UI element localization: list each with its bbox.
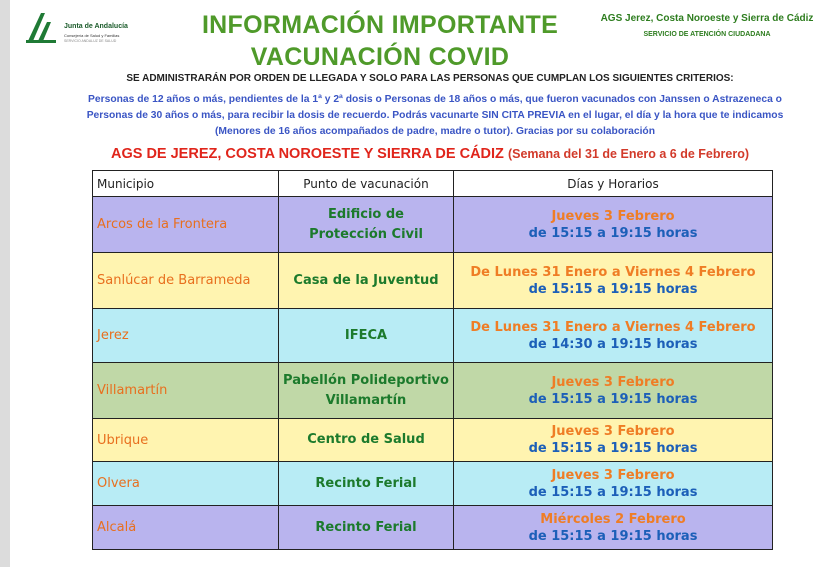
punto-line1: Recinto Ferial (315, 475, 417, 491)
table-header-row (93, 171, 773, 197)
municipio-cell: Ubrique (93, 419, 279, 462)
dia-text: Jueves 3 Febrero (551, 208, 675, 224)
dia-text: Jueves 3 Febrero (551, 424, 675, 439)
region-week: (Semana del 31 de Enero a 6 de Febrero) (507, 147, 749, 161)
punto-line1: Centro de Salud (307, 432, 425, 447)
header-right-line2: SERVICIO DE ATENCIÓN CIUDADANA (643, 31, 771, 38)
junta-logo (24, 10, 144, 50)
junta-emblem-icon (24, 10, 60, 44)
page-title (170, 9, 590, 73)
punto-line1: IFECA (344, 327, 388, 343)
header-municipio: Municipio (93, 171, 279, 197)
dia-text: Jueves 3 Febrero (551, 467, 675, 483)
punto-cell (279, 506, 454, 550)
info-line1: Personas de 12 años o más, pendientes de la 1ª y 2ª dosis o Personas de 18 años o más, que fueron vacunados con Janssen o Astrazeneca o (88, 94, 782, 105)
info-line2: Personas de 30 años o más, para recibir la dosis de recuerdo. Podrás vacunarte SIN CITA PREVIA en el lugar, el día y la hora que te indicamos (86, 110, 784, 121)
municipio-cell: Olvera (93, 462, 279, 506)
table-row (93, 197, 773, 253)
criteria-text: SE ADMINISTRARÁN POR ORDEN DE LLEGADA Y SOLO PARA LAS PERSONAS QUE CUMPLAN LOS SIGUIENTES CRITERIOS: (126, 73, 734, 84)
dia-text: De Lunes 31 Enero a Viernes 4 Febrero (470, 319, 756, 335)
punto-line1: Edificio de (327, 206, 405, 222)
table-row (93, 309, 773, 363)
punto-cell (279, 419, 454, 462)
hora-text: de 15:15 a 19:15 horas (528, 391, 698, 407)
municipio-cell: Sanlúcar de Barrameda (93, 253, 279, 309)
info-line3: (Menores de 16 años acompañados de padre, madre o tutor). Gracias por su colaboración (214, 126, 656, 137)
table-row (93, 419, 773, 462)
table-row (93, 462, 773, 506)
dia-text: De Lunes 31 Enero a Viernes 4 Febrero (470, 264, 756, 280)
header-right-line1: AGS Jerez, Costa Noroeste y Sierra de Cádiz (600, 13, 814, 24)
horario-cell (454, 506, 773, 550)
hora-text: de 15:15 a 19:15 horas (528, 484, 698, 500)
table-row (93, 363, 773, 419)
punto-line1: Casa de la Juventud (293, 272, 439, 288)
hora-text: de 15:15 a 19:15 horas (528, 441, 698, 456)
header-right (592, 11, 822, 43)
dia-text: Jueves 3 Febrero (551, 374, 675, 390)
horario-cell (454, 419, 773, 462)
horario-cell (454, 309, 773, 363)
hora-text: de 15:15 a 19:15 horas (528, 281, 698, 297)
municipio-cell: Arcos de la Frontera (93, 197, 279, 253)
region-heading (70, 146, 790, 162)
punto-cell (279, 363, 454, 419)
punto-line2: Protección Civil (309, 226, 423, 242)
region-name: AGS DE JEREZ, COSTA NOROESTE Y SIERRA DE CÁDIZ (111, 146, 504, 162)
punto-line1: Recinto Ferial (315, 519, 417, 535)
hora-text: de 15:15 a 19:15 horas (528, 225, 698, 241)
horario-cell (454, 462, 773, 506)
hora-text: de 15:15 a 19:15 horas (528, 528, 698, 544)
horario-cell (454, 197, 773, 253)
horario-cell (454, 363, 773, 419)
vaccination-table (92, 170, 773, 550)
punto-cell (279, 197, 454, 253)
logo-dept: Consejería de Salud y Familias (64, 33, 120, 38)
header-dias: Días y Horarios (454, 171, 773, 197)
horario-cell (454, 253, 773, 309)
punto-line2: Villamartín (325, 392, 407, 408)
municipio-cell: Jerez (93, 309, 279, 363)
header-punto: Punto de vacunación (279, 171, 454, 197)
title-line2: VACUNACIÓN COVID (250, 43, 510, 71)
info-text (65, 92, 805, 140)
logo-service: SERVICIO ANDALUZ DE SALUD (64, 39, 117, 43)
punto-cell (279, 309, 454, 363)
dia-text: Miércoles 2 Febrero (540, 511, 686, 527)
logo-name: Junta de Andalucía (64, 23, 128, 30)
punto-cell (279, 462, 454, 506)
table-row (93, 253, 773, 309)
punto-cell (279, 253, 454, 309)
table-row (93, 506, 773, 550)
punto-line1: Pabellón Polideportivo (283, 372, 449, 388)
municipio-cell: Alcalá (93, 506, 279, 550)
title-line1: INFORMACIÓN IMPORTANTE (201, 11, 559, 39)
municipio-cell: Villamartín (93, 363, 279, 419)
hora-text: de 14:30 a 19:15 horas (528, 336, 698, 352)
